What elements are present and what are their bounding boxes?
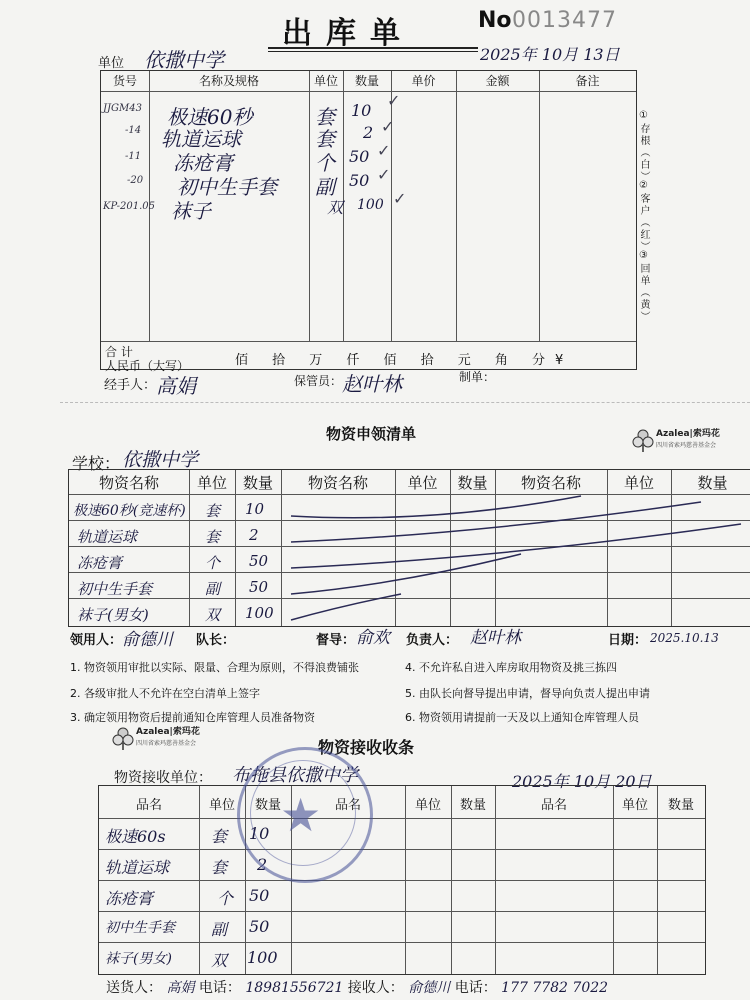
row-code: KP-201.05 — [103, 201, 156, 212]
receiver-signature: 俞德川 — [408, 980, 451, 996]
azalea-logo — [630, 427, 720, 453]
date-value: 2025.10.13 — [650, 631, 719, 645]
row-code: -11 — [125, 151, 142, 162]
item-qty: 100 — [245, 604, 274, 622]
slip-date: 2025年 10月 13日 — [480, 45, 620, 64]
rule-note: 3. 确定领用物资后提前通知仓库管理人员准备物资 — [70, 711, 315, 724]
manager-signature: 赵叶林 — [470, 628, 521, 648]
row-qty: 50 — [349, 147, 370, 166]
sender-phone: 18981556721 — [245, 980, 344, 996]
logo-subtitle: 四川省索玛慈善基金会 — [656, 442, 717, 449]
receipt-item-qty: 100 — [247, 948, 278, 967]
receiver-label: 接收人： — [347, 980, 404, 996]
sender-signature: 高娟 — [166, 980, 195, 996]
receiving-unit-value: 布拖县依撒中学 — [232, 765, 358, 786]
recipient-signature: 俞德川 — [122, 630, 173, 650]
col-header: 金额 — [485, 74, 510, 88]
rule-note: 2. 各级审批人不允许在空白清单上签字 — [70, 687, 260, 700]
receipt-footer — [106, 977, 608, 997]
col-header: 货号 — [112, 74, 137, 88]
unit-value: 依撒中学 — [144, 48, 224, 72]
col-header: 单价 — [411, 74, 436, 88]
receipt-item-qty: 10 — [249, 824, 270, 843]
supervisor-signature: 俞欢 — [356, 628, 390, 648]
rule-note: 5. 由队长向督导提出申请，督导向负责人提出申请 — [405, 687, 650, 700]
col-header: 物资名称 — [98, 474, 159, 492]
maker-label: 制单： — [459, 370, 496, 384]
flower-icon — [110, 725, 136, 751]
col-header: 物资名称 — [307, 474, 368, 492]
row-code: JJGM43 — [103, 103, 142, 114]
item-qty: 50 — [249, 578, 269, 596]
requisition-list — [60, 402, 750, 723]
receipt-item-qty: 50 — [249, 886, 270, 905]
receipt-table — [98, 785, 706, 975]
requisition-title: 物资申领清单 — [326, 425, 417, 443]
receipt-item-qty: 50 — [249, 917, 270, 936]
col-header: 单位 — [407, 474, 438, 492]
receipt-slip — [92, 725, 712, 1000]
col-header: 数量 — [254, 798, 281, 813]
col-header: 品名 — [540, 798, 567, 813]
row-qty: 2 — [363, 123, 374, 142]
item-unit: 套 — [205, 502, 221, 520]
keeper-signature: 赵叶林 — [342, 372, 402, 396]
row-qty: 100 — [357, 197, 384, 213]
receipt-item-unit: 个 — [217, 889, 234, 908]
receipt-item-unit: 套 — [211, 827, 228, 846]
row-unit: 个 — [315, 151, 335, 175]
handler-label: 经手人： — [104, 378, 157, 393]
unit-label: 单位 — [98, 56, 125, 71]
void-strokes — [281, 494, 750, 626]
row-qty: 50 — [349, 171, 370, 190]
row-name: 极速60秒 — [167, 105, 253, 129]
check-mark: ✓ — [377, 141, 391, 160]
check-mark: ✓ — [387, 91, 401, 110]
receipt-item-name: 轨道运球 — [105, 858, 170, 877]
manager-label: 负责人： — [406, 633, 459, 648]
row-name: 轨道运球 — [161, 127, 241, 151]
slip-number: 0013477 — [512, 8, 617, 33]
item-name: 冻疮膏 — [77, 554, 123, 572]
keeper-label: 保管员： — [294, 374, 343, 388]
col-header: 单位 — [623, 474, 654, 492]
receipt-item-name: 极速60s — [105, 827, 166, 846]
receipt-item-name: 袜子(男女) — [105, 951, 172, 967]
receiver-phone-label: 电话： — [454, 980, 497, 996]
row-unit: 双 — [327, 198, 344, 217]
school-label: 学校： — [72, 454, 121, 473]
col-header: 单位 — [313, 74, 338, 88]
receipt-item-qty: 2 — [257, 855, 268, 874]
receipt-item-name: 初中生手套 — [105, 920, 175, 936]
receipt-item-unit: 副 — [211, 920, 228, 939]
flower-icon — [630, 427, 656, 453]
check-mark: ✓ — [381, 117, 395, 136]
col-header: 数量 — [457, 474, 488, 492]
item-name: 轨道运球 — [77, 528, 138, 546]
receipt-item-unit: 套 — [211, 858, 228, 877]
col-header: 数量 — [242, 474, 273, 492]
row-unit: 套 — [315, 127, 335, 151]
item-unit: 个 — [205, 554, 221, 572]
col-header: 数量 — [667, 798, 694, 813]
row-unit: 套 — [315, 105, 335, 129]
check-mark: ✓ — [393, 189, 407, 208]
receiving-unit-label: 物资接收单位： — [114, 770, 212, 786]
col-header: 数量 — [354, 74, 379, 88]
rule-note: 1. 物资领用审批以实际、限量、合理为原则，不得浪费铺张 — [70, 661, 359, 674]
col-header: 单位 — [208, 798, 235, 813]
outbound-table — [100, 70, 637, 373]
row-qty: 10 — [351, 101, 372, 120]
col-header: 数量 — [459, 798, 486, 813]
col-header: 数量 — [697, 474, 728, 492]
star-icon: ★ — [280, 788, 322, 842]
title-underline — [268, 47, 478, 49]
col-header: 物资名称 — [520, 474, 581, 492]
row-name: 冻疮膏 — [173, 151, 233, 175]
handler-signature: 高娟 — [156, 374, 196, 398]
captain-label: 队长： — [196, 633, 236, 648]
copy-note: ③回单（黄） — [638, 250, 649, 323]
row-code: -14 — [125, 125, 142, 136]
receiver-phone: 177 7782 7022 — [501, 980, 609, 996]
item-qty: 10 — [245, 500, 265, 518]
col-header: 名称及规格 — [198, 74, 259, 88]
row-unit: 副 — [315, 175, 335, 199]
receipt-item-name: 冻疮膏 — [105, 889, 154, 908]
total-label-line1: 合 计 — [105, 345, 133, 359]
slip-title: 出库单 — [282, 16, 414, 51]
receipt-date: 2025年 10月 20日 — [512, 772, 652, 791]
rule-note: 4. 不允许私自进入库房取用物资及挑三拣四 — [405, 661, 617, 674]
supervisor-label: 督导： — [316, 633, 356, 648]
school-value: 依撒中学 — [122, 449, 199, 471]
total-amount-units: 佰 拾 万 仟 佰 拾 元 角 分¥ — [235, 353, 574, 368]
requisition-table — [68, 469, 750, 627]
official-seal — [237, 747, 373, 883]
col-header: 品名 — [135, 798, 162, 813]
col-header: 单位 — [196, 474, 227, 492]
item-name: 极速60秒(竞速杯) — [73, 503, 186, 519]
item-name: 初中生手套 — [77, 580, 153, 598]
item-qty: 50 — [249, 552, 269, 570]
outbound-slip — [92, 0, 652, 400]
receipt-item-unit: 双 — [211, 951, 228, 970]
row-name: 初中生手套 — [177, 175, 277, 199]
azalea-logo — [110, 725, 200, 751]
sender-label: 送货人： — [106, 980, 162, 996]
check-mark: ✓ — [377, 165, 391, 184]
receipt-title: 物资接收收条 — [318, 738, 415, 757]
date-label: 日期： — [608, 633, 648, 648]
item-unit: 副 — [205, 580, 221, 598]
item-name: 袜子(男女) — [77, 606, 149, 624]
row-code: -20 — [127, 175, 144, 186]
item-unit: 套 — [205, 528, 221, 546]
copy-note: ①存根（白） — [638, 110, 649, 183]
col-header: 单位 — [414, 798, 441, 813]
logo-name: Azalea|索玛花 — [656, 429, 720, 439]
title-underline — [268, 51, 478, 52]
copy-note: ②客户（红） — [638, 180, 649, 253]
total-label — [105, 345, 189, 373]
logo-subtitle: 四川省索玛慈善基金会 — [136, 740, 197, 747]
col-header: 品名 — [334, 798, 361, 813]
logo-name: Azalea|索玛花 — [136, 727, 200, 737]
recipient-label: 领用人： — [70, 633, 123, 648]
item-qty: 2 — [249, 526, 259, 544]
slip-number-label: No — [478, 8, 512, 33]
sender-phone-label: 电话： — [198, 980, 241, 996]
total-label-line2: 人民币（大写） — [105, 359, 190, 373]
item-unit: 双 — [205, 606, 221, 624]
col-header: 单位 — [621, 798, 648, 813]
row-name: 袜子 — [171, 199, 211, 223]
rule-note: 6. 物资领用请提前一天及以上通知仓库管理人员 — [405, 711, 639, 724]
col-header: 备注 — [575, 74, 600, 88]
